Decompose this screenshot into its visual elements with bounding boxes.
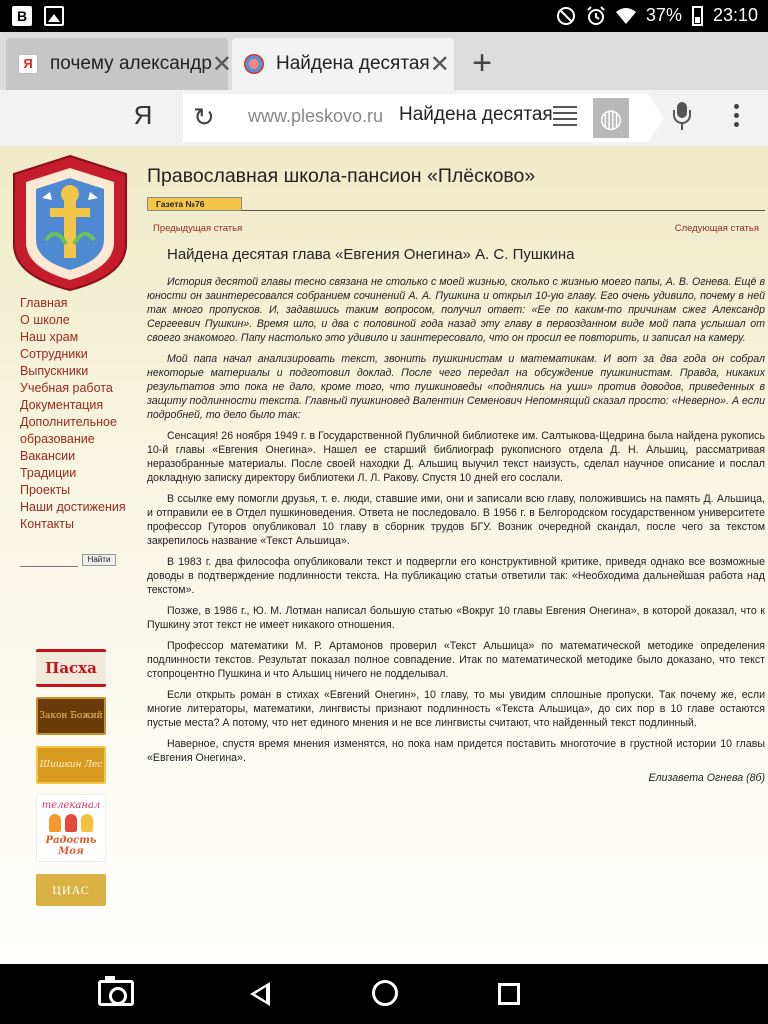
banner-law-of-god[interactable]	[36, 697, 106, 735]
sidebar-item-additional-2[interactable]: образование	[20, 432, 95, 446]
tab-title: почему александр	[50, 53, 212, 74]
search-button[interactable]: Найти	[82, 554, 116, 566]
omnibox[interactable]	[183, 94, 648, 142]
banner-easter-text: Пасха	[45, 659, 97, 677]
article-paragraph: История десятой главы тесно связана не столько с моей жизнью, сколько с жизнью моего папы, А. В. Огнева. Ещё в юности он заинтересовался собранием сочинений А. А. Пушкина и открыл 10-ую главу. Его очень удивило, почему в ней так много пропусков. И, задавшись таким вопросом, получил ответ: «Ее по каким-то причинам сжег Александр Сергеевич Пушкин». Время шло, и два с половиной года назад эту главу в первозданном виде мой папа услышал от своего знакомого. Папу настолько это удивило и заинтересовало, что он просил ее повторить, и записал на камеру.	[147, 276, 765, 344]
recents-icon[interactable]	[498, 983, 520, 1005]
menu-icon[interactable]	[726, 104, 746, 130]
article-paragraph: Профессор математики М. Р. Артамонов проверил «Текст Альшица» по математической методике определения подлинности текстов. Результат показал полное совпадение. Итак по математической методике было доказано, что текст стопроцентно Пушкина и что Альшиц ничего не подделывал.	[147, 640, 765, 680]
banner-cias-text: ЦИАС	[52, 882, 90, 897]
issue-badge[interactable]: Газета №76	[147, 197, 242, 211]
issue-row	[147, 197, 765, 211]
sidebar-item-about[interactable]: О школе	[20, 313, 70, 327]
article-paragraph: Сенсация! 26 ноября 1949 г. в Государственной Публичной библиотеке им. Салтыкова-Щедрина была найдена рукопись 10-й главы «Евгения Онегина». Нашел ее старший библиограф рукописного отдела Д. Н. Альшиц, рассматривая неразобранные материалы. После своей находки Д. Альшиц выучил текст наизусть, сделал научное описание и послал докладную записку директору библиотеки Л. Л. Ракову. Спустя 10 дней его сослали.	[147, 430, 765, 484]
sidebar-item-staff[interactable]: Сотрудники	[20, 347, 88, 361]
b-notification-icon: B	[12, 6, 32, 26]
sidebar-item-alumni[interactable]: Выпускники	[20, 364, 89, 378]
article-paragraph: В ссылке ему помогли друзья, т. е. люди, ставшие ими, они и записали всю главу, положившись на память Д. Альшица, и отправили ее в Отдел пушкиноведения. Ответа не последовало. В 1956 г. в Белгородском государственном университете профессор Гуторов опубликовал 10 главу в сборник трудов БГУ. Возник очередной скандал, после чего за текстом закрепилось название «Текст Альшица».	[147, 493, 765, 547]
sidebar-item-church[interactable]: Наш храм	[20, 330, 79, 344]
sidebar-item-achievements[interactable]: Наши достижения	[20, 500, 126, 514]
site-title: Православная школа-пансион «Плёсково»	[147, 165, 536, 187]
pleskovo-favicon	[244, 54, 264, 74]
alarm-icon	[586, 6, 606, 26]
next-article-link[interactable]: Следующая статья	[674, 223, 759, 234]
banner-radost-moya-line2: Радость Моя	[45, 834, 97, 857]
close-icon[interactable]: ✕	[429, 50, 450, 78]
article-author: Елизавета Огнева (8б)	[648, 772, 765, 784]
children-figures-icon	[49, 814, 93, 832]
home-icon[interactable]	[372, 980, 398, 1006]
article-title: Найдена десятая глава «Евгения Онегина» А. С. Пушкина	[167, 246, 575, 263]
microphone-icon[interactable]	[672, 102, 692, 132]
banner-easter[interactable]	[36, 649, 106, 687]
close-icon[interactable]: ✕	[211, 50, 233, 78]
battery-level: 37%	[645, 5, 682, 25]
system-nav-bar	[0, 964, 768, 1024]
sidebar-item-education[interactable]: Учебная работа	[20, 381, 113, 395]
url-text[interactable]: www.pleskovo.ru	[248, 106, 384, 126]
school-logo[interactable]	[6, 152, 134, 292]
article-nav	[147, 223, 765, 239]
battery-icon	[692, 6, 703, 26]
banner-radost-moya-line1: телеканал	[41, 799, 101, 811]
web-content	[0, 146, 768, 964]
new-tab-button[interactable]: +	[472, 44, 492, 82]
sidebar-item-traditions[interactable]: Традиции	[20, 466, 77, 480]
banner-shishkin-les-text: Шишкин Лес	[39, 760, 103, 770]
article-area	[147, 164, 765, 784]
screenshot-icon[interactable]	[98, 980, 134, 1006]
banner-law-of-god-text: Закон Божий	[39, 711, 103, 721]
reload-icon[interactable]: ↻	[193, 102, 215, 132]
article-paragraph: В 1983 г. два философа опубликовали текст и подвергли его конструктивной критике, приведя однако все возможные доводы в подтверждение подлинности текста. На публикацию статьи ответили так: «Необходима дальнейшая работа над текстом».	[147, 556, 765, 596]
yandex-button[interactable]: Я	[133, 100, 153, 130]
site-search-input[interactable]	[20, 553, 78, 567]
article-paragraph: Наверное, спустя время мнения изменятся, но пока нам придется поставить многоточие в грустной истории 10 главы «Евгения Онегина».	[147, 738, 765, 764]
sidebar-nav	[20, 295, 126, 533]
article-paragraph: Позже, в 1986 г., Ю. М. Лотман написал большую статью «Вокруг 10 главы Евгения Онегина», в которой доказал, что к Пушкину этот текст не имеет никакого отношения.	[147, 605, 765, 631]
sidebar-item-documents[interactable]: Документация	[20, 398, 104, 412]
prev-article-link[interactable]: Предыдущая статья	[153, 223, 243, 234]
status-bar	[0, 0, 768, 32]
sidebar-item-contacts[interactable]: Контакты	[20, 517, 74, 531]
tab-article[interactable]	[232, 38, 454, 90]
reader-mode-icon[interactable]	[553, 106, 577, 128]
sidebar-item-home[interactable]: Главная	[20, 296, 68, 310]
article-paragraph: Мой папа начал анализировать текст, звонить пушкинистам и математикам. И вот за два года он собрал некоторые материалы и подготовил доклад. После чего передал на обсуждение пушкинистам. Правда, никаких результатов это пока не дало, кроме того, что пушкиноведы «поднялись на уши» против доводов, приведенных в защиту подлинности текста. Главный пушкиновед Валентин Семенович Непомнящий сказал просто: «Неверно». А если подробней, то дело было так:	[147, 353, 765, 421]
banner-cias[interactable]	[36, 874, 106, 906]
image-notification-icon	[44, 6, 64, 26]
toolbar	[0, 90, 768, 146]
yandex-favicon: Я	[18, 54, 38, 74]
wifi-icon	[616, 6, 636, 26]
tab-search[interactable]	[6, 38, 233, 90]
banner-shishkin-les[interactable]	[36, 746, 106, 784]
sidebar-item-projects[interactable]: Проекты	[20, 483, 71, 497]
tab-title: Найдена десятая	[276, 53, 430, 74]
globe-icon[interactable]: ◍	[593, 98, 629, 138]
tab-strip	[0, 32, 768, 90]
back-icon[interactable]	[250, 982, 270, 1006]
banner-radost-moya[interactable]	[36, 794, 106, 862]
article-paragraph: Если открыть роман в стихах «Евгений Онегин», 10 главу, то мы увидим сплошные пропуски. Так почему же, если многие литераторы, математики, лингвисты признают подлинность «Текста Альшица», до сих пор в 10 главе остаются пустые места? А потому, что нет единого мнения и не все лингвисты считают, что найденный текст подлинный.	[147, 689, 765, 729]
sidebar-item-vacancies[interactable]: Вакансии	[20, 449, 76, 463]
clock: 23:10	[712, 5, 758, 25]
sidebar-item-additional[interactable]: Дополнительное	[20, 415, 117, 429]
page-title-text[interactable]: Найдена десятая	[399, 104, 553, 125]
do-not-disturb-icon	[556, 6, 576, 26]
